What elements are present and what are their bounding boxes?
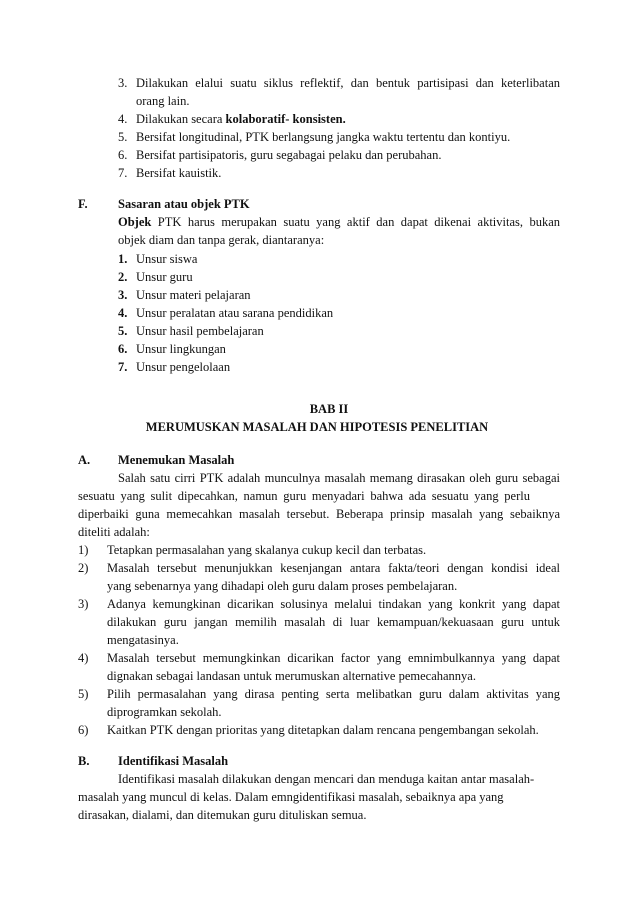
- list-item-text: Kaitkan PTK dengan prioritas yang ditetapkan dalam rencana pengembangan sekolah.: [107, 723, 539, 737]
- list-number: 2.: [118, 270, 128, 284]
- list-item-bold: kolaboratif- konsisten.: [225, 112, 346, 126]
- section-letter: B.: [78, 754, 90, 768]
- paragraph-line: masalah yang muncul di kelas. Dalam emngidentifikasi masalah, sebaiknya apa yang: [78, 790, 504, 804]
- list-number: 3.: [118, 288, 128, 302]
- list-item-text: Masalah tersebut menunjukkan kesenjangan antara fakta/teori dengan kondisi ideal: [107, 561, 560, 575]
- section-letter: F.: [78, 197, 88, 211]
- list-item-text: Unsur lingkungan: [136, 342, 226, 356]
- list-item-text: Unsur materi pelajaran: [136, 288, 251, 302]
- list-item-text: Pilih permasalahan yang dirasa penting serta melibatkan guru dalam aktivitas yang: [107, 687, 560, 701]
- list-item-text: Unsur peralatan atau sarana pendidikan: [136, 306, 334, 320]
- paragraph-bold: Objek: [118, 215, 152, 229]
- chapter-label: BAB II: [309, 402, 349, 416]
- list-number: 4.: [118, 306, 128, 320]
- list-item-text: Adanya kemungkinan dicarikan solusinya melalui tindakan yang konkrit yang dapat: [107, 597, 560, 611]
- list-number: 2): [78, 561, 89, 575]
- paragraph-line: diperbaiki guna memecahkan masalah tersebut. Beberapa prinsip masalah yang sebaiknya: [78, 507, 560, 521]
- list-item-text: dilakukan guru jangan memilih masalah di luar kemampuan/kekuasaan guru untuk: [107, 615, 560, 629]
- list-number: 3): [78, 597, 89, 611]
- list-item-text: Unsur siswa: [136, 252, 198, 266]
- list-number: 5): [78, 687, 89, 701]
- paragraph-line: sesuatu yang sulit dipecahkan, namun guru menyadari bahwa ada sesuatu yang perlu: [78, 489, 530, 503]
- list-number: 7.: [118, 360, 128, 374]
- paragraph-line: Identifikasi masalah dilakukan dengan mencari dan menduga kaitan antar masalah-: [118, 772, 535, 786]
- section-heading: Menemukan Masalah: [118, 453, 235, 467]
- list-number: 1): [78, 543, 89, 557]
- list-number: 7.: [118, 166, 128, 180]
- list-item-text: Bersifat kauistik.: [136, 166, 222, 180]
- list-item-text: yang sebenarnya yang dihadapi oleh guru dalam proses pembelajaran.: [107, 579, 458, 593]
- list-item-text: mengatasinya.: [107, 633, 179, 647]
- list-number: 5.: [118, 130, 128, 144]
- list-item-text: Unsur guru: [136, 270, 193, 284]
- list-item-text: dignakan sebagai landasan untuk merumuskan alternative pemecahannya.: [107, 669, 476, 683]
- paragraph-line: dirasakan, dialami, dan ditemukan guru dituliskan semua.: [78, 808, 367, 822]
- section-heading: Sasaran atau objek PTK: [118, 197, 250, 211]
- list-number: 3.: [118, 76, 128, 90]
- list-item-text: Unsur pengelolaan: [136, 360, 231, 374]
- list-number: 5.: [118, 324, 128, 338]
- section-heading: Identifikasi Masalah: [118, 754, 229, 768]
- list-item-text: Masalah tersebut memungkinkan dicarikan factor yang emnimbulkannya yang dapat: [107, 651, 560, 665]
- section-paragraph: objek diam dan tanpa gerak, diantaranya:: [118, 233, 325, 247]
- list-number: 6.: [118, 342, 128, 356]
- list-item-prefix: Dilakukan secara: [136, 112, 226, 126]
- list-item-text: [136, 110, 346, 128]
- list-item-text: Dilakukan elalui suatu siklus reflektif, dan bentuk partisipasi dan keterlibatan: [136, 76, 560, 90]
- paragraph-line: diteliti adalah:: [78, 525, 150, 539]
- paragraph-text: PTK harus merupakan suatu yang aktif dan dapat dikenai aktivitas, bukan: [151, 215, 560, 229]
- list-number: 6.: [118, 148, 128, 162]
- list-item-text: Bersifat partisipatoris, guru segabagai pelaku dan perubahan.: [136, 148, 442, 162]
- paragraph-line: Salah satu cirri PTK adalah munculnya masalah memang dirasakan oleh guru sebagai: [118, 471, 560, 485]
- list-item-text: orang lain.: [136, 94, 190, 108]
- list-number: 6): [78, 723, 89, 737]
- list-item-text: Unsur hasil pembelajaran: [136, 324, 264, 338]
- section-paragraph: [118, 213, 560, 231]
- list-number: 4.: [118, 112, 128, 126]
- list-number: 1.: [118, 252, 128, 266]
- chapter-title: MERUMUSKAN MASALAH DAN HIPOTESIS PENELITIAN: [145, 420, 489, 434]
- list-number: 4): [78, 651, 89, 665]
- list-item-text: diprogramkan sekolah.: [107, 705, 222, 719]
- list-item-text: Tetapkan permasalahan yang skalanya cukup kecil dan terbatas.: [107, 543, 427, 557]
- section-letter: A.: [78, 453, 91, 467]
- list-item-text: Bersifat longitudinal, PTK berlangsung jangka waktu tertentu dan kontiyu.: [136, 130, 511, 144]
